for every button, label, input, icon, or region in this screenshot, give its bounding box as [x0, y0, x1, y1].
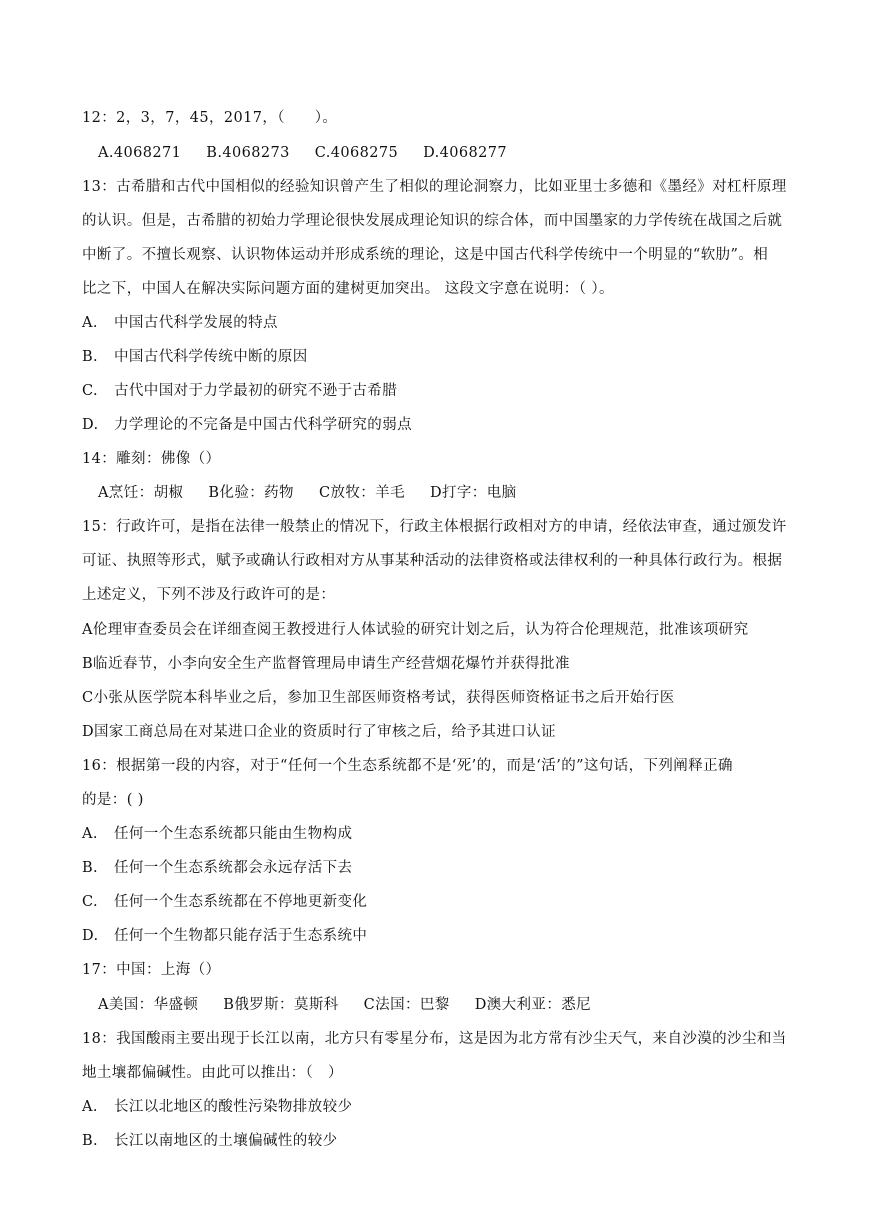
- q15-option-a: A伦理审查委员会在详细查阅王教授进行人体试验的研究计划之后，认为符合伦理规范，批准该项研究: [82, 622, 749, 638]
- q14-option-b: B化验：药物: [208, 485, 294, 501]
- q17-options: [98, 995, 611, 1015]
- q13-option-d: [82, 415, 412, 435]
- q17-option-b: B俄罗斯：莫斯科: [223, 997, 339, 1013]
- q12-option-a: A.4068271: [98, 145, 182, 161]
- q14-option-a: A烹饪：胡椒: [98, 485, 184, 501]
- q18-stem-line-1: 18：我国酸雨主要出现于长江以南，北方只有零星分布，这是因为北方常有沙尘天气，来自沙漠的沙尘和当: [82, 1031, 787, 1047]
- q13-option-a-letter: A.: [82, 315, 98, 331]
- q16-stem-line-1: 16：根据第一段的内容，对于“任何一个生态系统都不是‘死’的，而是‘活’的”这句话，下列阐释正确: [82, 758, 733, 774]
- q13-option-c-text: 古代中国对于力学最初的研究不逊于古希腊: [114, 383, 398, 399]
- q17-stem: 17：中国：上海（）: [82, 962, 221, 978]
- q12-option-d: D.4068277: [423, 145, 508, 161]
- q16-option-b-letter: B.: [82, 860, 99, 876]
- q18-option-b-letter: B.: [82, 1133, 99, 1149]
- q14-options: [98, 483, 537, 503]
- q13-option-d-letter: D.: [82, 417, 99, 433]
- q14-stem: 14：雕刻：佛像（）: [82, 451, 221, 467]
- q13-stem-line-2: 的认识。但是，古希腊的初始力学理论很快发展成理论知识的综合体，而中国墨家的力学传统在战国之后就: [82, 213, 783, 229]
- q12-stem: 12：2，3，7，45，2017，（ ）。: [82, 110, 338, 126]
- q16-option-a-letter: A.: [82, 826, 98, 842]
- q18-option-a-letter: A.: [82, 1099, 98, 1115]
- q17-option-c: C法国：巴黎: [363, 997, 450, 1013]
- q15-option-b: B临近春节，小李向安全生产监督管理局申请生产经营烟花爆竹并获得批准: [82, 656, 570, 672]
- q12-option-c: C.4068275: [314, 145, 399, 161]
- q13-stem-line-1: 13：古希腊和古代中国相似的经验知识曾产生了相似的理论洞察力，比如亚里士多德和《墨经》对杠杆原理: [82, 179, 787, 195]
- q17-option-d: D澳大利亚：悉尼: [474, 997, 592, 1013]
- q13-option-a: [82, 313, 278, 333]
- q16-option-d-letter: D.: [82, 928, 99, 944]
- q13-option-b-letter: B.: [82, 349, 99, 365]
- q16-option-c-letter: C.: [82, 894, 98, 910]
- q16-option-b-text: 任何一个生态系统都会永远存活下去: [114, 860, 353, 876]
- q15-option-c: C小张从医学院本科毕业之后，参加卫生部医师资格考试，获得医师资格证书之后开始行医: [82, 690, 675, 706]
- q16-stem-line-2: 的是：( ): [82, 792, 144, 808]
- q16-option-d: [82, 926, 367, 946]
- q16-option-a: [82, 824, 352, 844]
- q16-option-c-text: 任何一个生态系统都在不停地更新变化: [114, 894, 368, 910]
- q15-stem-line-2: 可证、执照等形式，赋予或确认行政相对方从事某种活动的法律资格或法律权利的一种具体行政行为。根据: [82, 553, 783, 569]
- q15-stem-line-1: 15：行政许可，是指在法律一般禁止的情况下，行政主体根据行政相对方的申请，经依法审查，通过颁发许: [82, 519, 787, 535]
- q18-option-b-text: 长江以南地区的土壤偏碱性的较少: [114, 1133, 338, 1149]
- q13-option-a-text: 中国古代科学发展的特点: [114, 315, 278, 331]
- q18-stem-line-2: 地土壤都偏碱性。由此可以推出：（ ）: [82, 1065, 343, 1081]
- q12-options: [98, 143, 527, 163]
- q18-option-a-text: 长江以北地区的酸性污染物排放较少: [114, 1099, 353, 1115]
- q15-option-d: D国家工商总局在对某进口企业的资质时行了审核之后，给予其进口认证: [82, 724, 556, 740]
- q12-option-b: B.4068273: [206, 145, 290, 161]
- q13-option-b: [82, 347, 308, 367]
- q13-option-c: [82, 381, 397, 401]
- q15-stem-line-3: 上述定义，下列不涉及行政许可的是：: [82, 587, 336, 603]
- q16-option-a-text: 任何一个生态系统都只能由生物构成: [114, 826, 353, 842]
- q13-option-c-letter: C.: [82, 383, 98, 399]
- q18-option-a: [82, 1097, 352, 1117]
- q16-option-c: [82, 892, 367, 912]
- q16-option-b: [82, 858, 352, 878]
- q13-stem-line-3: 中断了。不擅长观察、认识物体运动并形成系统的理论，这是中国古代科学传统中一个明显的“软肋”。相: [82, 247, 769, 263]
- q14-option-d: D打字：电脑: [429, 485, 517, 501]
- q13-stem-line-4: 比之下，中国人在解决实际问题方面的建树更加突出。 这段文字意在说明：（ ）。: [82, 281, 614, 297]
- q14-option-c: C放牧：羊毛: [318, 485, 405, 501]
- q13-option-b-text: 中国古代科学传统中断的原因: [114, 349, 308, 365]
- q18-option-b: [82, 1131, 338, 1151]
- q13-option-d-text: 力学理论的不完备是中国古代科学研究的弱点: [114, 417, 412, 433]
- q17-option-a: A美国：华盛顿: [98, 997, 199, 1013]
- q16-option-d-text: 任何一个生物都只能存活于生态系统中: [114, 928, 368, 944]
